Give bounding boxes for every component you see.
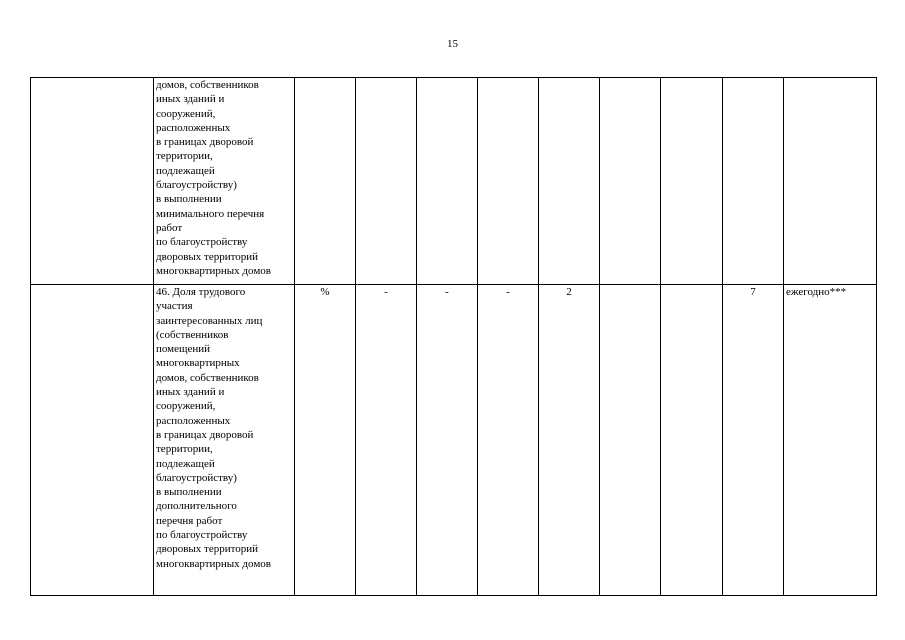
indicator-name-cell bbox=[154, 78, 295, 285]
indicators-table bbox=[30, 77, 877, 596]
indicator-name-text: 46. Доля трудового участия заинтересованных лиц (собственников помещений многоквартирных домов, собственников иных зданий и сооружений, расположенных в границах дворовой территории, подлежащей благоустройству) в выполнении дополнительного перечня работ по благоустройству дворовых территорий многоквартирных домов bbox=[156, 286, 271, 570]
table-row bbox=[31, 285, 877, 596]
value-cell bbox=[661, 285, 723, 596]
value-cell: - bbox=[417, 285, 478, 596]
row-number-cell bbox=[31, 285, 154, 596]
value-cell bbox=[356, 78, 417, 285]
table-row bbox=[31, 78, 877, 285]
value-cell: 2 bbox=[539, 285, 600, 596]
value-cell: - bbox=[356, 285, 417, 596]
indicator-name-text: домов, собственников иных зданий и сооружений, расположенных в границах дворовой территории, подлежащей благоустройству) в выполнении минимального перечня работ по благоустройству дворовых территорий многоквартирных домов bbox=[156, 79, 271, 277]
value-cell bbox=[723, 78, 784, 285]
value-cell bbox=[478, 78, 539, 285]
unit-cell: % bbox=[295, 285, 356, 596]
value-cell: - bbox=[478, 285, 539, 596]
frequency-cell bbox=[784, 78, 877, 285]
value-cell bbox=[600, 78, 661, 285]
unit-cell bbox=[295, 78, 356, 285]
value-cell bbox=[661, 78, 723, 285]
value-cell bbox=[539, 78, 600, 285]
page-number: 15 bbox=[447, 38, 458, 50]
row-number-cell bbox=[31, 78, 154, 285]
value-cell bbox=[600, 285, 661, 596]
frequency-cell: ежегодно*** bbox=[784, 285, 877, 596]
value-cell bbox=[417, 78, 478, 285]
indicator-name-cell bbox=[154, 285, 295, 596]
value-cell: 7 bbox=[723, 285, 784, 596]
